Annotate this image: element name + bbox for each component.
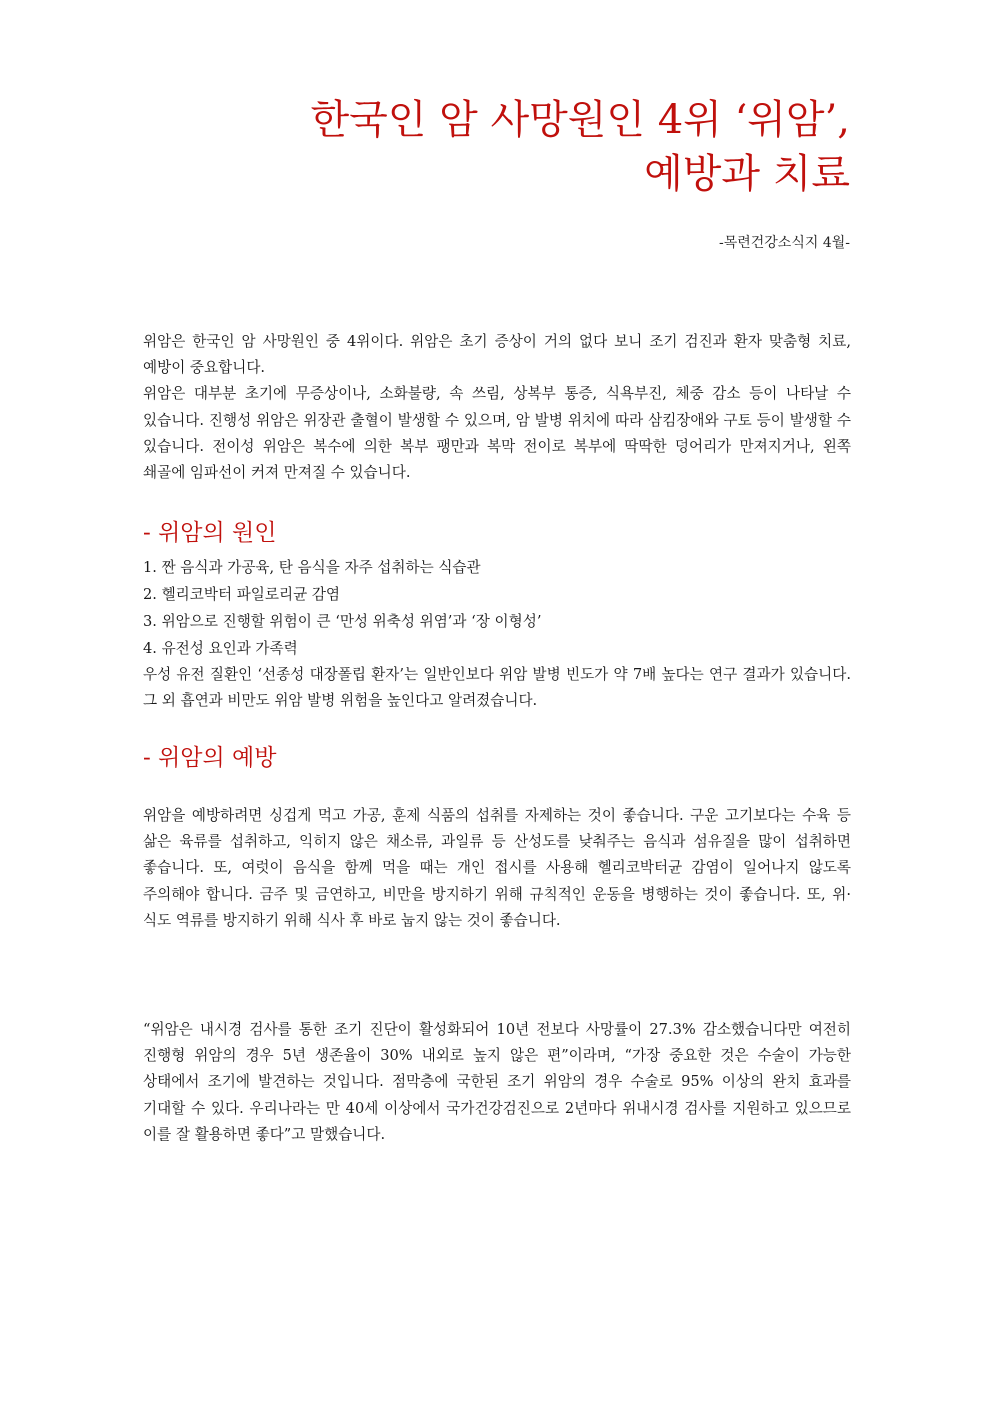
newsletter-source: -목련건강소식지 4월- [718,235,850,251]
prevention-section [143,803,851,934]
cause-item-2: 2. 헬리코박터 파일로리균 감염 [143,586,341,603]
page-title-line-2: 예방과 치료 [644,151,850,197]
cause-item-3: 3. 위암으로 진행할 위험이 큰 ‘만성 위축성 위염’과 ‘장 이형성’ [143,613,542,630]
intro-paragraph-1: 위암은 한국인 암 사망원인 중 4위이다. 위암은 초기 증상이 거의 없다 보니 조기 검진과 환자 맞춤형 치료, 예방이 중요합니다. [143,333,851,377]
cause-item-1: 1. 짠 음식과 가공육, 탄 음식을 자주 섭취하는 식습관 [143,559,481,576]
prevention-paragraph: 위암을 예방하려면 싱겁게 먹고 가공, 훈제 식품의 섭취를 자제하는 것이 좋습니다. 구운 고기보다는 수육 등 삶은 육류를 섭취하고, 익히지 않은 채소류, 과일류 등 산성도를 낮춰주는 음식과 섬유질을 많이 섭취하면 좋습니다. 또, 여럿이 음식을 함께 먹을 때는 개인 접시를 사용해 헬리코박터균 감염이 일어나지 않도록 주의해야 합니다. 금주 및 금연하고, 비만을 방지하기 위해 규칙적인 운동을 병행하는 것이 좋습니다. 또, 위·식도 역류를 방지하기 위해 식사 후 바로 눕지 않는 것이 좋습니다. [143,807,851,929]
intro-section [143,329,851,486]
prevention-heading: - 위암의 예방 [143,745,277,771]
quote-paragraph: “위암은 내시경 검사를 통한 조기 진단이 활성화되어 10년 전보다 사망률이 27.3% 감소했습니다만 여전히 진행형 위암의 경우 5년 생존율이 30% 내외로 높지 않은 편”이라며, “가장 중요한 것은 수술이 가능한 상태에서 조기에 발견하는 것입니다. 점막층에 국한된 조기 위암의 경우 수술로 95% 이상의 완치 효과를 기대할 수 있다. 우리나라는 만 40세 이상에서 국가건강검진으로 2년마다 위내시경 검사를 지원하고 있으므로 이를 잘 활용하면 좋다”고 말했습니다. [143,1021,851,1143]
cause-item-4: 4. 유전성 요인과 가족력 [143,640,298,657]
intro-paragraph-2: 위암은 대부분 초기에 무증상이나, 소화불량, 속 쓰림, 상복부 통증, 식욕부진, 체중 감소 등이 나타날 수 있습니다. 진행성 위암은 위장관 출혈이 발생할 수 있으며, 암 발병 위치에 따라 삼킴장애와 구토 등이 발생할 수 있습니다. 전이성 위암은 복수에 의한 복부 팽만과 복막 전이로 복부에 딱딱한 덩어리가 만져지거나, 왼쪽 쇄골에 임파선이 커져 만져질 수 있습니다. [143,385,851,482]
quote-section [143,1017,851,1148]
causes-note-paragraph: 우성 유전 질환인 ‘선종성 대장폴립 환자’는 일반인보다 위암 발병 빈도가 약 7배 높다는 연구 결과가 있습니다. 그 외 흡연과 비만도 위암 발병 위험을 높인다고 알려졌습니다. [143,666,851,710]
page-title-line-1: 한국인 암 사망원인 4위 ‘위암’, [310,97,850,143]
causes-heading: - 위암의 원인 [143,520,277,546]
causes-note [143,662,851,714]
causes-list [143,554,851,662]
